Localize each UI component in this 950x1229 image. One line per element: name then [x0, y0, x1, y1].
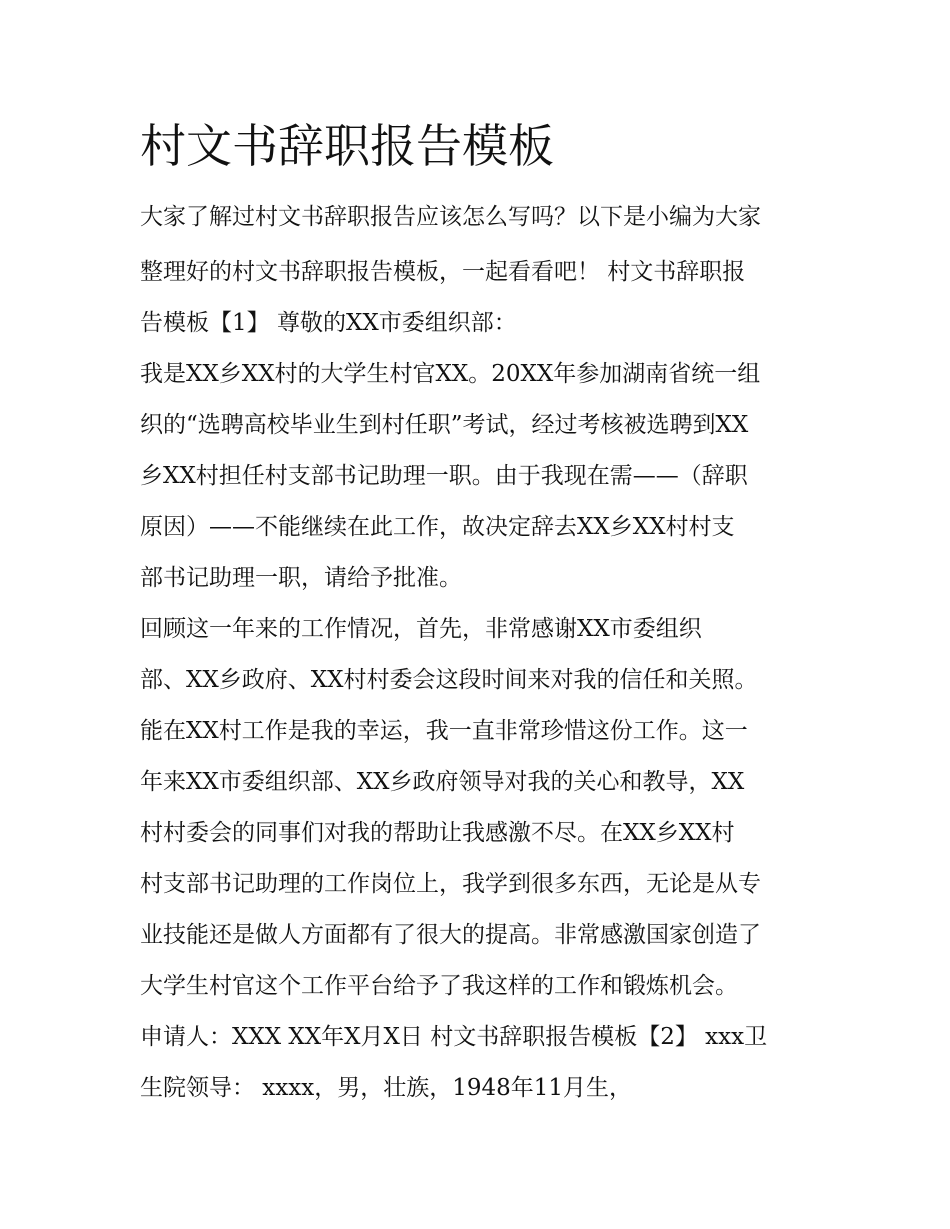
- body-line: 业技能还是做人方面都有了很大的提高。非常感激国家创造了: [140, 922, 761, 948]
- body-line: 村村委会的同事们对我的帮助让我感激不尽。在XX乡XX村: [140, 820, 735, 846]
- body-line: 申请人：XXX XX年X月X日 村文书辞职报告模板【2】 xxx卫: [140, 1024, 768, 1050]
- body-line: 部书记助理一职，请给予批准。: [140, 565, 462, 591]
- body-line: 原因）——不能继续在此工作，故决定辞去XX乡XX村村支: [140, 514, 735, 540]
- document-title: 村文书辞职报告模板: [140, 119, 554, 173]
- body-line: 能在XX村工作是我的幸运，我一直非常珍惜这份工作。这一: [140, 718, 748, 744]
- body-line: 整理好的村文书辞职报告模板，一起看看吧！ 村文书辞职报: [140, 259, 746, 285]
- body-line: 村支部书记助理的工作岗位上，我学到很多东西，无论是从专: [140, 871, 761, 897]
- body-line: 织的“选聘高校毕业生到村任职”考试，经过考核被选聘到XX: [140, 412, 749, 438]
- body-line: 回顾这一年来的工作情况，首先，非常感谢XX市委组织: [140, 616, 702, 642]
- body-line: 我是XX乡XX村的大学生村官XX。20XX年参加湖南省统一组: [140, 361, 761, 387]
- body-line: 部、XX乡政府、XX村村委会这段时间来对我的信任和关照。: [140, 667, 758, 693]
- body-line: 乡XX村担任村支部书记助理一职。由于我现在需——（辞职: [140, 463, 748, 489]
- body-line: 年来XX市委组织部、XX乡政府领导对我的关心和教导，XX: [140, 769, 745, 795]
- body-line: 大家了解过村文书辞职报告应该怎么写吗？以下是小编为大家: [140, 204, 761, 230]
- body-line: 告模板【1】 尊敬的XX市委组织部：: [140, 310, 517, 336]
- body-line: 生院领导： xxxx，男，壮族，1948年11月生，: [140, 1075, 632, 1101]
- body-line: 大学生村官这个工作平台给予了我这样的工作和锻炼机会。: [140, 973, 738, 999]
